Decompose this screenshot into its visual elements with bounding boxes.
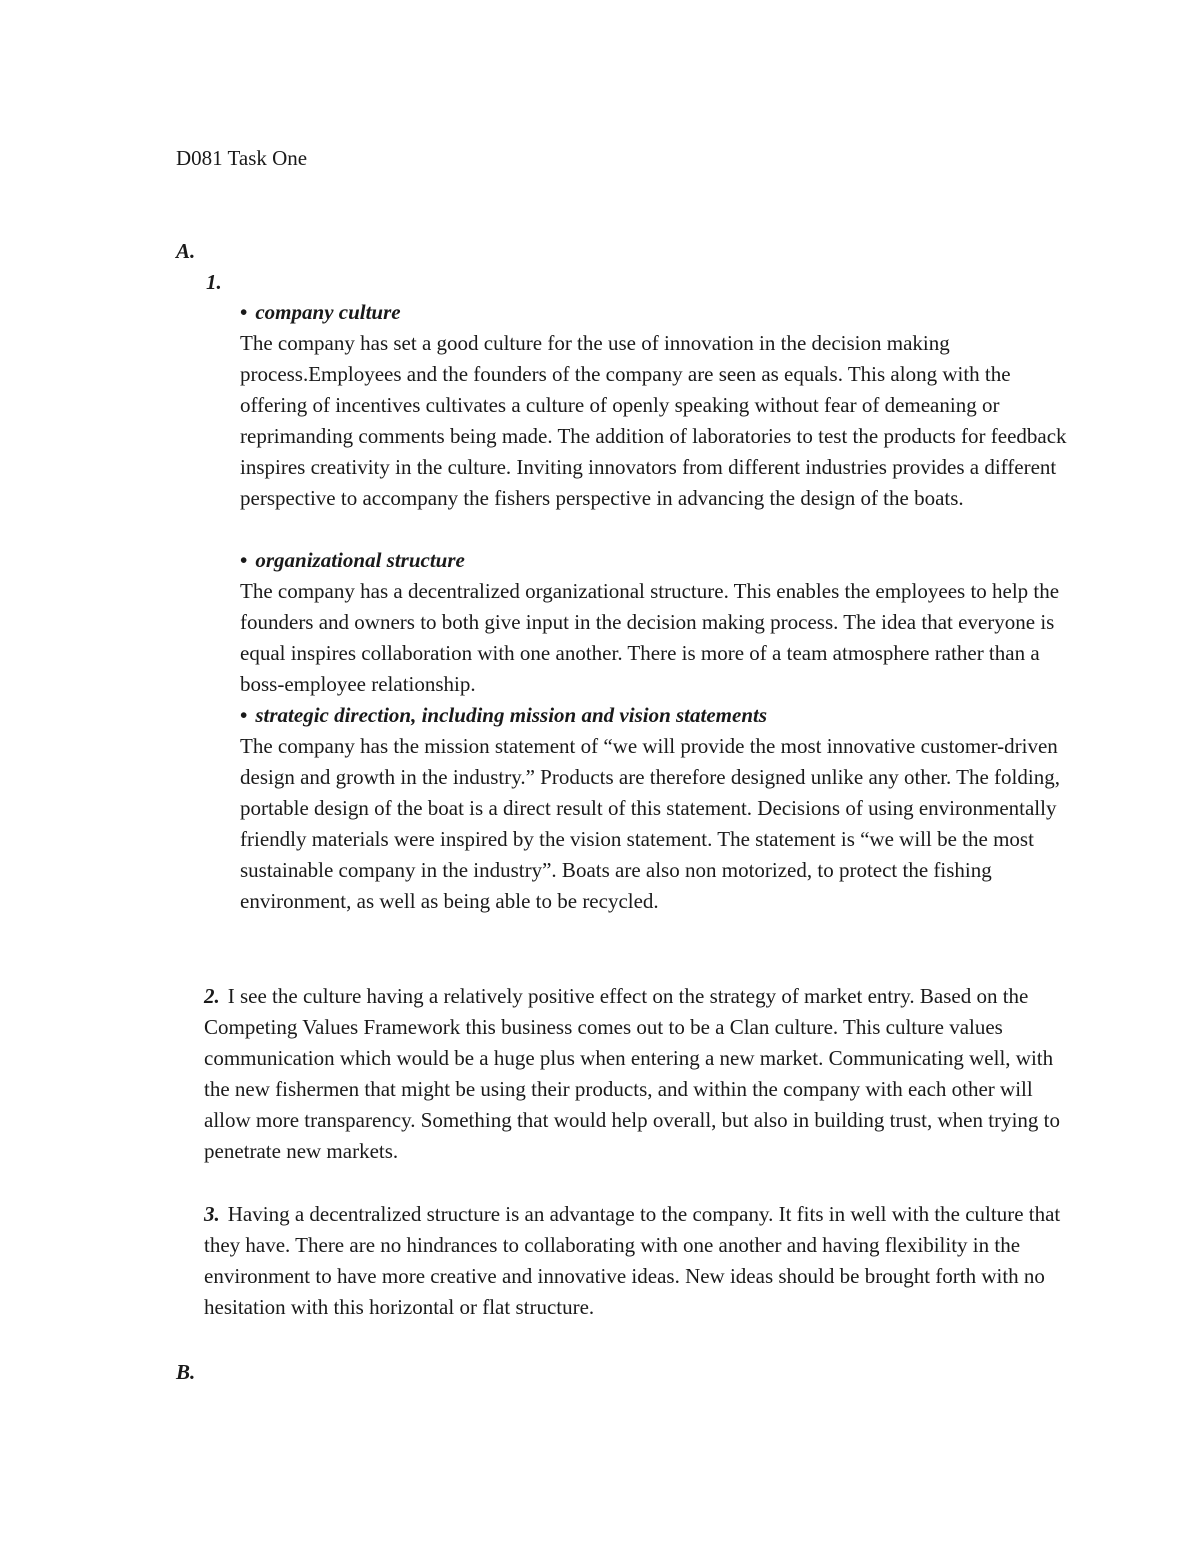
bullet-heading-row — [240, 545, 1080, 576]
bullet-organizational-structure — [240, 545, 1080, 700]
bullet-heading: company culture — [255, 300, 401, 324]
bullet-icon: • — [240, 300, 248, 324]
item-1-label: 1. — [206, 270, 222, 294]
bullet-icon: • — [240, 703, 248, 727]
bullet-heading-row — [240, 700, 1080, 731]
bullet-body: The company has the mission statement of “we will provide the most innovative customer-driven design and growth in the industry.” Products are therefore designed unlike any other. The folding, portable design of the boat is a direct result of this statement. Decisions of using environmentally friendly materials were inspired by the vision statement. The statement is “we will be the most sustainable company in the industry”. Boats are also non motorized, to protect the fishing environment, as well as being able to be recycled. — [240, 734, 1060, 913]
bullet-strategic-direction — [240, 700, 1080, 917]
item-3-body: Having a decentralized structure is an advantage to the company. It fits in well with the culture that they have. There are no hindrances to collaborating with one another and having flexibility in the environment to have more creative and innovative ideas. New ideas should be brought forth with no hesitation with this horizontal or flat structure. — [204, 1202, 1061, 1319]
bullet-heading: organizational structure — [255, 548, 465, 572]
bullet-body: The company has a decentralized organizational structure. This enables the employees to help the founders and owners to both give input in the decision making process. The idea that everyone is equal inspires collaboration with one another. There is more of a team atmosphere rather than a boss-employee relationship. — [240, 579, 1060, 696]
item-3-label: 3. — [204, 1202, 220, 1226]
item-2-paragraph — [204, 981, 1074, 1167]
section-a-label: A. — [176, 239, 196, 263]
bullet-company-culture — [240, 297, 1080, 514]
document-title: D081 Task One — [176, 146, 308, 170]
section-b-label: B. — [176, 1360, 196, 1384]
item-3-paragraph — [204, 1199, 1074, 1323]
bullet-body: The company has set a good culture for the use of innovation in the decision making process.Employees and the founders of the company are seen as equals. This along with the offering of incentives cultivates a culture of openly speaking without fear of demeaning or reprimanding comments being made. The addition of laboratories to test the products for feedback inspires creativity in the culture. Inviting innovators from different industries provides a different perspective to accompany the fishers perspective in advancing the design of the boats. — [240, 331, 1067, 510]
bullet-heading: strategic direction, including mission and vision statements — [255, 703, 768, 727]
item-2-body: I see the culture having a relatively positive effect on the strategy of market entry. Based on the Competing Values Framework this business comes out to be a Clan culture. This culture values communication which would be a huge plus when entering a new market. Communicating well, with the new fishermen that might be using their products, and within the company with each other will allow more transparency. Something that would help overall, but also in building trust, when trying to penetrate new markets. — [204, 984, 1060, 1163]
bullet-icon: • — [240, 548, 248, 572]
item-2-label: 2. — [204, 984, 220, 1008]
bullet-heading-row — [240, 297, 1080, 328]
